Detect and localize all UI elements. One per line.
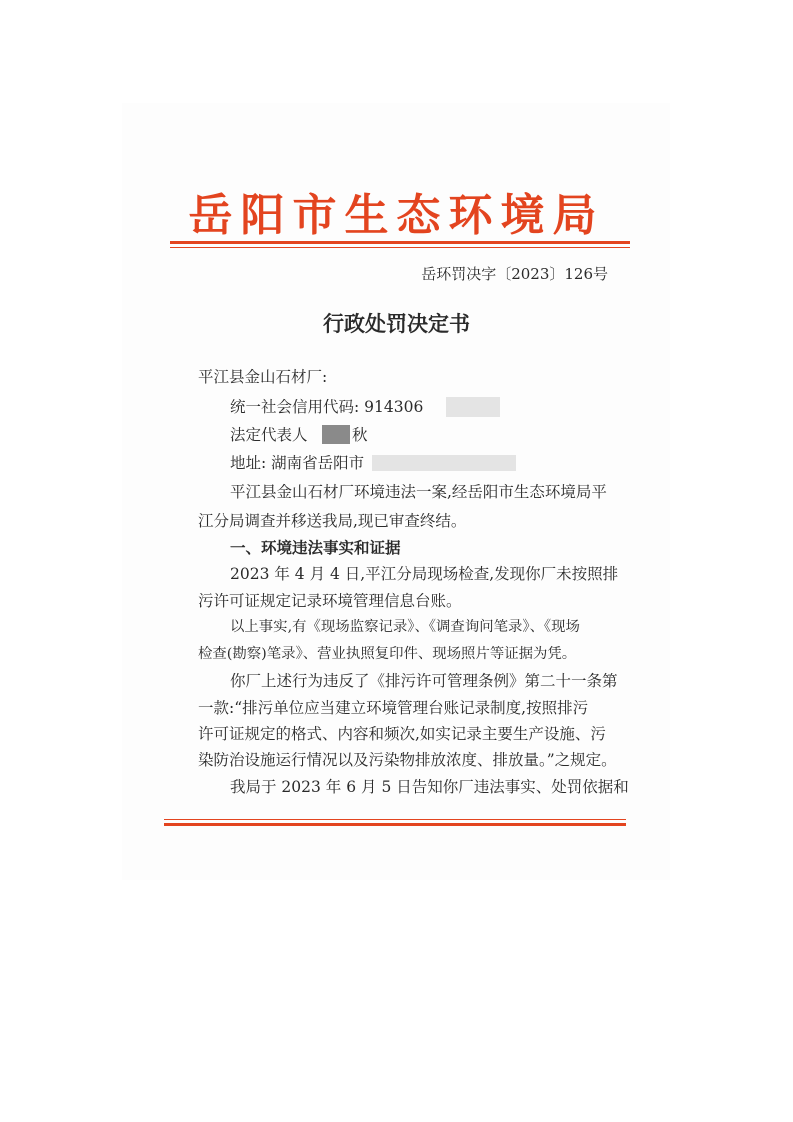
body-line: 染防治设施运行情况以及污染物排放浓度、排放量。”之规定。 xyxy=(198,751,617,769)
body-line: 以上事实,有《现场监察记录》、《调查询问笔录》、《现场 xyxy=(230,619,580,635)
section-heading: 一、环境违法事实和证据 xyxy=(230,539,401,557)
header-rule-thick xyxy=(170,241,630,244)
credit-code: 统一社会信用代码: 914306 xyxy=(230,398,424,416)
redaction-block xyxy=(372,455,516,471)
recipient: 平江县金山石材厂: xyxy=(198,368,328,386)
body-line: 我局于 2023 年 6 月 5 日告知你厂违法事实、处罚依据和 xyxy=(230,778,629,796)
body-line: 2023 年 4 月 4 日,平江分局现场检查,发现你厂未按照排 xyxy=(230,565,619,583)
body-line: 平江县金山石材厂环境违法一案,经岳阳市生态环境局平 xyxy=(230,483,607,501)
footer-rule-thick xyxy=(164,823,626,826)
footer-rule-thin xyxy=(164,819,626,820)
body-line: 检查(勘察)笔录》、营业执照复印件、现场照片等证据为凭。 xyxy=(198,646,577,662)
body-line: 污许可证规定记录环境管理信息台账。 xyxy=(198,592,462,610)
header-rule-thin xyxy=(170,247,630,248)
body-line: 江分局调查并移送我局,现已审查终结。 xyxy=(198,512,467,530)
redaction-block xyxy=(446,397,500,417)
body-line: 你厂上述行为违反了《排污许可管理条例》第二十一条第 xyxy=(230,672,618,690)
agency-name: 岳阳市生态环境局 xyxy=(188,190,605,241)
redaction-block xyxy=(322,425,350,444)
legal-representative-suffix: 秋 xyxy=(352,426,368,444)
document-title: 行政处罚决定书 xyxy=(323,311,470,336)
body-line: 许可证规定的格式、内容和频次,如实记录主要生产设施、污 xyxy=(198,725,606,743)
document-number: 岳环罚决字〔2023〕126号 xyxy=(421,265,608,283)
body-line: 一款:“排污单位应当建立环境管理台账记录制度,按照排污 xyxy=(198,699,589,717)
legal-representative-label: 法定代表人 xyxy=(230,426,308,444)
address: 地址: 湖南省岳阳市 xyxy=(230,454,365,472)
